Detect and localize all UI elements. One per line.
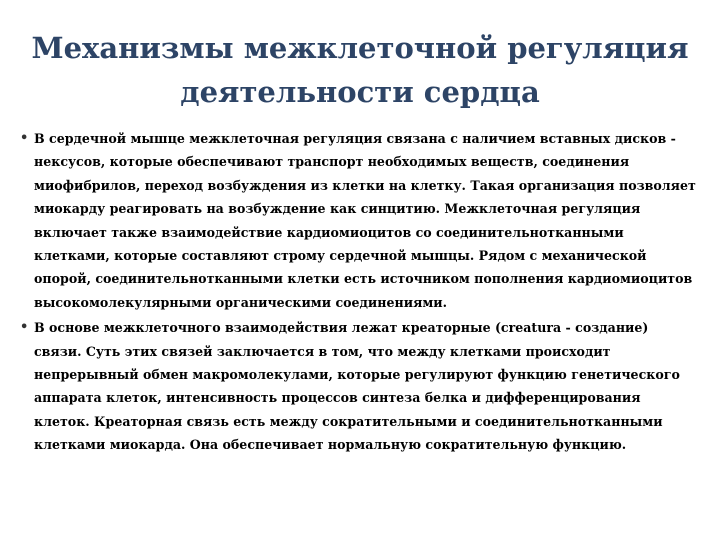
bullet-icon: • xyxy=(20,131,29,146)
title-line-2: деятельности сердца xyxy=(180,75,540,109)
bullet-list xyxy=(20,127,696,457)
title-line-1: Механизмы межклеточной регуляция xyxy=(31,31,689,65)
bullet-text-1: В сердечной мышце межклеточная регуляция связана с наличием вставных дисков - нексусов, которые обеспечивают транспорт необходимых веществ, соединения миофибрилов, переход возбуждения из клетки на клетку. Такая организация позволяет миокарду реагировать на возбуждение как синцитию. Межклеточная регуляция включает также взаимодействие кардиомиоцитов со соединительнотканными клетками, которые составляют строму сердечной мышцы. Рядом с механической опорой, соединительнотканными клетки есть источником пополнения кардиомиоцитов высокомолекулярными органическими соединениями. xyxy=(34,131,696,310)
bullet-item-2 xyxy=(20,316,696,456)
bullet-item-1 xyxy=(20,127,696,314)
slide-title xyxy=(20,26,700,114)
bullet-text-2: В основе межклеточного взаимодействия лежат креаторные (creatura - создание) связи. Суть этих связей заключается в том, что между клетками происходит непрерывный обмен макромолекулами, которые регулируют функцию генетического аппарата клеток, интенсивность процессов синтеза белка и дифференцирования клеток. Креаторная связь есть между сократительными и соединительнотканными клетками миокарда. Она обеспечивает нормальную сократительную функцию. xyxy=(34,320,680,453)
bullet-icon: • xyxy=(20,320,29,336)
